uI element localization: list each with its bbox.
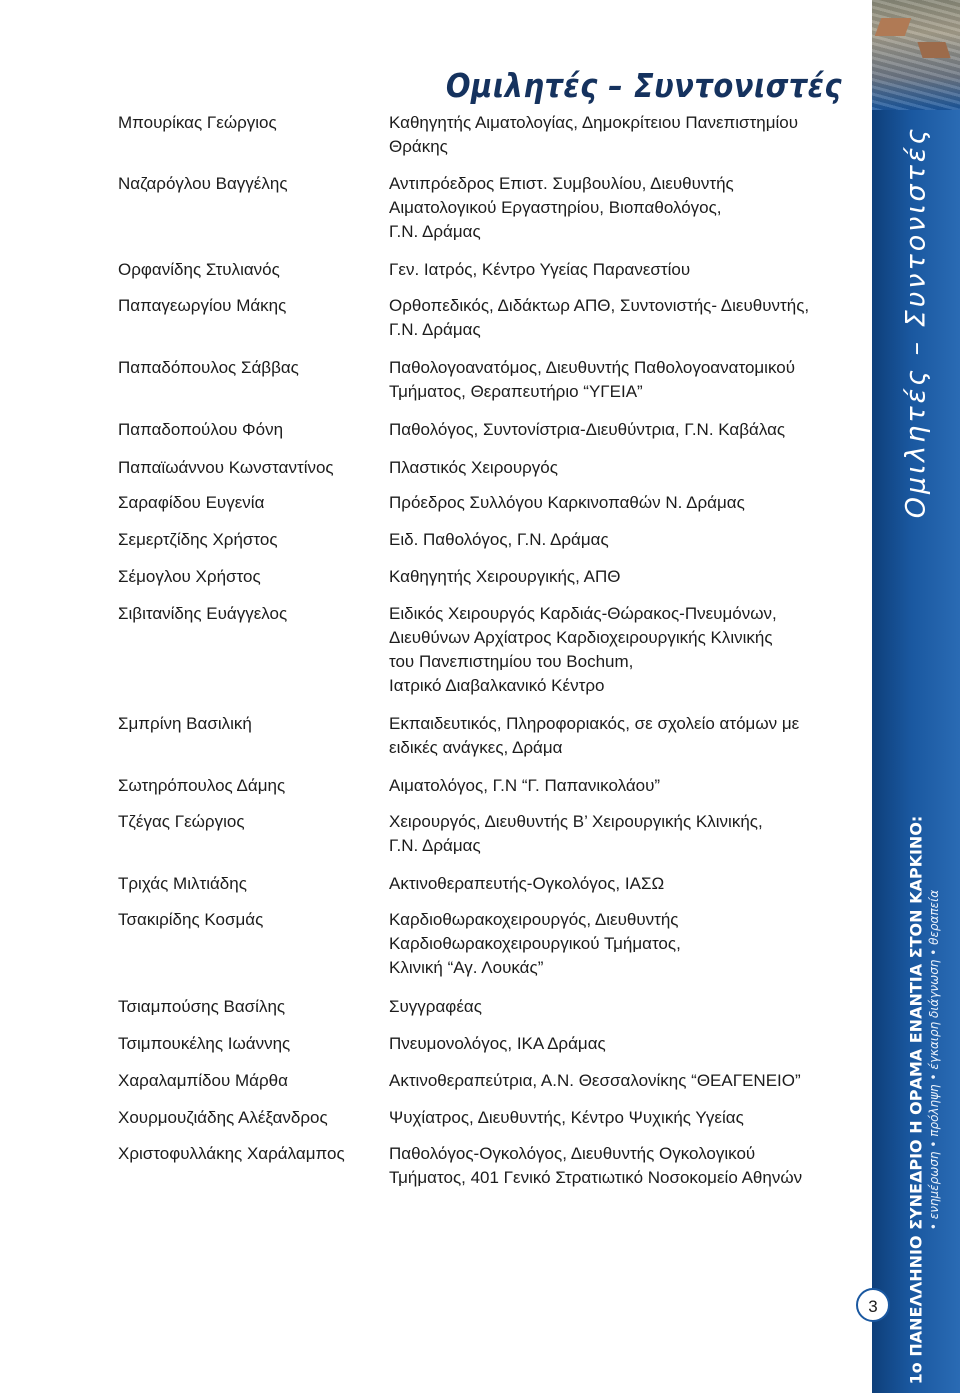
description-line: Θράκης: [389, 137, 448, 156]
description-line: Ακτινοθεραπεύτρια, Α.Ν. Θεσσαλονίκης “ΘΕΑΓΕΝΕΙΟ”: [389, 1071, 801, 1090]
description-line: Γεν. Ιατρός, Κέντρο Υγείας Παρανεστίου: [389, 260, 691, 279]
description-line: του Πανεπιστημίου του Bochum,: [389, 652, 634, 671]
description-line: Πνευμονολόγος, ΙΚΑ Δράμας: [389, 1034, 606, 1053]
speaker-description: [389, 1106, 849, 1130]
side-band-tagline: • ενημέρωση • πρόληψη • έγκαιρη διάγνωση • θεραπεία: [927, 889, 941, 1231]
speaker-description: [389, 1142, 849, 1190]
speaker-name: Χριστοφυλλάκης Χαράλαμπος: [118, 1144, 345, 1163]
speaker-name: Σιβιτανίδης Ευάγγελος: [118, 604, 288, 623]
description-line: Γ.Ν. Δράμας: [389, 836, 481, 855]
speaker-description: [389, 810, 849, 858]
page-number: 3: [856, 1288, 890, 1322]
side-band: [872, 0, 960, 1393]
description-line: Ψυχίατρος, Διευθυντής, Κέντρο Ψυχικής Υγείας: [389, 1108, 744, 1127]
side-band-title: Ομιλητές – Συντονιστές: [900, 125, 932, 519]
description-line: Ειδικός Χειρουργός Καρδιάς-Θώρακος-Πνευμόνων,: [389, 604, 777, 623]
side-band-conference-title: 1ο ΠΑΝΕΛΛΗΝΙΟ ΣΥΝΕΔΡΙΟ Η ΟΡΑΜΑ ΕΝΑΝΤΙΑ ΣΤΟΝ ΚΑΡΚΙΝΟ:: [906, 815, 926, 1385]
speaker-name: Παπαγεωργίου Μάκης: [118, 296, 287, 315]
speaker-name: Χαραλαμπίδου Μάρθα: [118, 1071, 288, 1090]
speaker-name: Μπουρίκας Γεώργιος: [118, 113, 277, 132]
speaker-description: [389, 111, 849, 159]
description-line: Πλαστικός Χειρουργός: [389, 458, 558, 477]
description-line: Αιματολογικού Εργαστηρίου, Βιοπαθολόγος,: [389, 198, 722, 217]
description-line: Συγγραφέας: [389, 997, 482, 1016]
description-line: Τμήματος, Θεραπευτήριο “ΥΓΕΙΑ”: [389, 382, 643, 401]
speaker-description: [389, 908, 849, 980]
description-line: Παθολόγος, Συντονίστρια-Διευθύντρια, Γ.Ν. Καβάλας: [389, 420, 786, 439]
description-line: Αιματολόγος, Γ.Ν “Γ. Παπανικολάου”: [389, 776, 661, 795]
speaker-description: [389, 172, 849, 244]
description-line: ειδικές ανάγκες, Δράμα: [389, 738, 563, 757]
speaker-name: Σεμερτζίδης Χρήστος: [118, 530, 278, 549]
photo-roof: [917, 42, 950, 58]
speaker-name: Τριχάς Μιλτιάδης: [118, 874, 247, 893]
speaker-description: [389, 565, 849, 589]
speaker-description: [389, 491, 849, 515]
speaker-description: [389, 995, 849, 1019]
speaker-description: [389, 1032, 849, 1056]
description-line: Γ.Ν. Δράμας: [389, 222, 481, 241]
description-line: Καρδιοθωρακοχειρουργικού Τμήματος,: [389, 934, 681, 953]
description-line: Καρδιοθωρακοχειρουργός, Διευθυντής: [389, 910, 679, 929]
speaker-description: [389, 258, 849, 282]
description-line: Τμήματος, 401 Γενικό Στρατιωτικό Νοσοκομείο Αθηνών: [389, 1168, 803, 1187]
speaker-name: Παπαδόπουλος Σάββας: [118, 358, 299, 377]
speaker-description: [389, 712, 849, 760]
description-line: Κλινική “Αγ. Λουκάς”: [389, 958, 544, 977]
speaker-description: [389, 456, 849, 480]
speaker-name: Ορφανίδης Στυλιανός: [118, 260, 280, 279]
description-line: Γ.Ν. Δράμας: [389, 320, 481, 339]
description-line: Ορθοπεδικός, Διδάκτωρ ΑΠΘ, Συντονιστής- Διευθυντής,: [389, 296, 810, 315]
speaker-name: Παπαδοπούλου Φόνη: [118, 420, 284, 439]
speaker-description: [389, 774, 849, 798]
speaker-name: Σαραφίδου Ευγενία: [118, 493, 265, 512]
speaker-name: Σωτηρόπουλος Δάμης: [118, 776, 286, 795]
description-line: Διευθύνων Αρχίατρος Καρδιοχειρουργικής Κλινικής: [389, 628, 773, 647]
description-line: Χειρουργός, Διευθυντής Β’ Χειρουργικής Κλινικής,: [389, 812, 763, 831]
page-title: Ομιλητές – Συντονιστές: [445, 66, 842, 105]
speaker-description: [389, 1069, 849, 1093]
photo-roof: [875, 18, 912, 36]
speaker-name: Σέμογλου Χρήστος: [118, 567, 261, 586]
description-line: Ακτινοθεραπευτής-Ογκολόγος, ΙΑΣΩ: [389, 874, 665, 893]
speaker-description: [389, 528, 849, 552]
speaker-name: Παπαϊωάννου Κωνσταντίνος: [118, 458, 334, 477]
description-line: Αντιπρόεδρος Επιστ. Συμβουλίου, Διευθυντής: [389, 174, 734, 193]
speaker-name: Τσιαμπούσης Βασίλης: [118, 997, 286, 1016]
description-line: Παθολόγος-Ογκολόγος, Διευθυντής Ογκολογικού: [389, 1144, 756, 1163]
speaker-description: [389, 294, 849, 342]
description-line: Καθηγητής Χειρουργικής, ΑΠΘ: [389, 567, 621, 586]
speaker-name: Τζέγας Γεώργιος: [118, 812, 245, 831]
speaker-name: Ναζαρόγλου Βαγγέλης: [118, 174, 288, 193]
speaker-name: Χουρμουζιάδης Αλέξανδρος: [118, 1108, 328, 1127]
description-line: Καθηγητής Αιματολογίας, Δημοκρίτειου Πανεπιστημίου: [389, 113, 799, 132]
speaker-description: [389, 872, 849, 896]
speaker-name: Τσιμπουκέλης Ιωάννης: [118, 1034, 291, 1053]
speaker-name: Τσακιρίδης Κοσμάς: [118, 910, 264, 929]
speaker-description: [389, 418, 849, 442]
speaker-description: [389, 356, 849, 404]
speaker-name: Σμπρίνη Βασιλική: [118, 714, 252, 733]
description-line: Ιατρικό Διαβαλκανικό Κέντρο: [389, 676, 605, 695]
speaker-description: [389, 602, 849, 698]
description-line: Εκπαιδευτικός, Πληροφοριακός, σε σχολείο ατόμων με: [389, 714, 800, 733]
description-line: Ειδ. Παθολόγος, Γ.Ν. Δράμας: [389, 530, 609, 549]
description-line: Παθολογοανατόμος, Διευθυντής Παθολογοανατομικού: [389, 358, 796, 377]
description-line: Πρόεδρος Συλλόγου Καρκινοπαθών Ν. Δράμας: [389, 493, 745, 512]
